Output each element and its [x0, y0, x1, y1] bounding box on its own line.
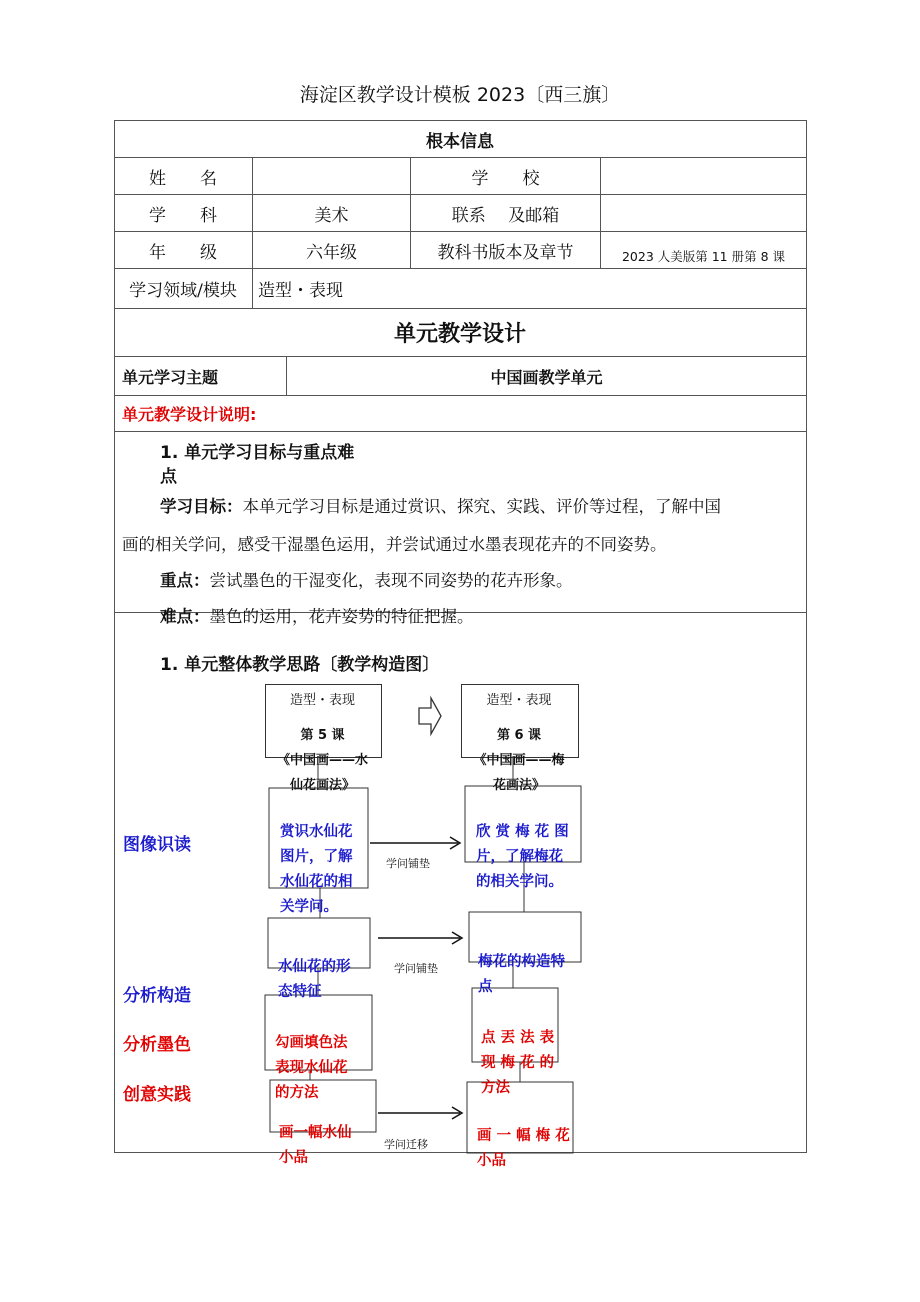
learning-goal-cont: 画的相关学问，感受干湿墨色运用，并尝试通过水墨表现花卉的不同姿势。	[122, 535, 667, 554]
basic-info-header: 根本信息	[426, 131, 494, 152]
lesson5-number: 第 5 课	[300, 728, 345, 743]
section1-heading: 1. 单元学习目标与重点难	[160, 443, 355, 463]
textbook-value: 2023 人美版第 11 册第 8 课	[621, 249, 786, 264]
arrow-label-1: 学问铺垫	[386, 857, 430, 870]
lesson6-area: 造型・表现	[486, 693, 552, 708]
right-box-3-text: 点 丟 法 表 现 梅 花 的 方法	[481, 1030, 555, 1096]
domain-label: 学习领域/模块	[129, 281, 237, 301]
section1-heading-cont: 点	[160, 467, 177, 487]
theme-value: 中国画教学单元	[490, 367, 603, 387]
key-label: 重点：	[160, 571, 210, 590]
design-description-label: 单元教学设计说明:	[122, 405, 257, 424]
right-box-1-text: 欣 赏 梅 花 图 片，了解梅花 的相关学问。	[476, 824, 569, 890]
left-box-4-text: 画一幅水仙 小品	[279, 1125, 352, 1166]
right-box-2-text: 梅花的构造特 点	[478, 954, 565, 995]
goal-label: 学习目标：	[160, 497, 243, 516]
lesson-arrow-icon	[419, 698, 441, 734]
contact-label: 联系 及邮箱	[451, 205, 560, 226]
left-box-2-text: 水仙花的形 态特征	[278, 959, 351, 1000]
stage-analyze-structure: 分析构造	[123, 986, 191, 1006]
lesson6-number: 第 6 课	[496, 728, 542, 743]
diff-text: 墨色的运用，花卉姿势的特征把握。	[209, 607, 474, 626]
document-title: 海淀区教学设计模板 2023〔西三旗〕	[299, 84, 621, 106]
stage-analyze-ink: 分析墨色	[123, 1035, 191, 1055]
right-box-4-text: 画 一 幅 梅 花 小品	[477, 1128, 570, 1169]
name-label: 姓 名	[149, 168, 217, 189]
lesson5-title-cont: 仙花画法》	[289, 778, 355, 793]
lesson6-title-cont: 花画法》	[492, 778, 545, 793]
left-box-3-text: 勾画填色法 表现水仙花 的方法	[275, 1035, 348, 1101]
left-box-1-text: 赏识水仙花 图片，了解 水仙花的相 关学问。	[280, 824, 353, 915]
diff-label: 难点：	[160, 607, 210, 626]
grade-label: 年 级	[149, 242, 217, 263]
lesson5-area: 造型・表现	[289, 693, 355, 708]
lesson6-title: 《中国画——梅	[473, 753, 565, 768]
section2-heading: 1. 单元整体教学思路〔教学构造图〕	[160, 655, 440, 675]
textbook-label: 教科书版本及章节	[437, 242, 574, 263]
subject-value: 美术	[314, 205, 349, 226]
grade-value: 六年级	[306, 242, 357, 263]
arrow-label-2: 学问铺垫	[394, 962, 438, 975]
theme-label: 单元学习主题	[122, 367, 219, 387]
school-label: 学 校	[471, 168, 540, 189]
stage-image-reading: 图像识读	[123, 835, 191, 855]
goal-text: 本单元学习目标是通过赏识、探究、实践、评价等过程，了解中国	[242, 497, 721, 516]
stage-creative-practice: 创意实践	[123, 1085, 191, 1105]
unit-design-header: 单元教学设计	[393, 322, 526, 347]
subject-label: 学 科	[149, 205, 217, 226]
key-text: 尝试墨色的干湿变化，表现不同姿势的花卉形象。	[209, 571, 573, 590]
arrow-label-3: 学问迁移	[384, 1138, 428, 1151]
lesson5-title: 《中国画——水	[276, 753, 368, 768]
domain-value: 造型・表现	[258, 281, 343, 301]
